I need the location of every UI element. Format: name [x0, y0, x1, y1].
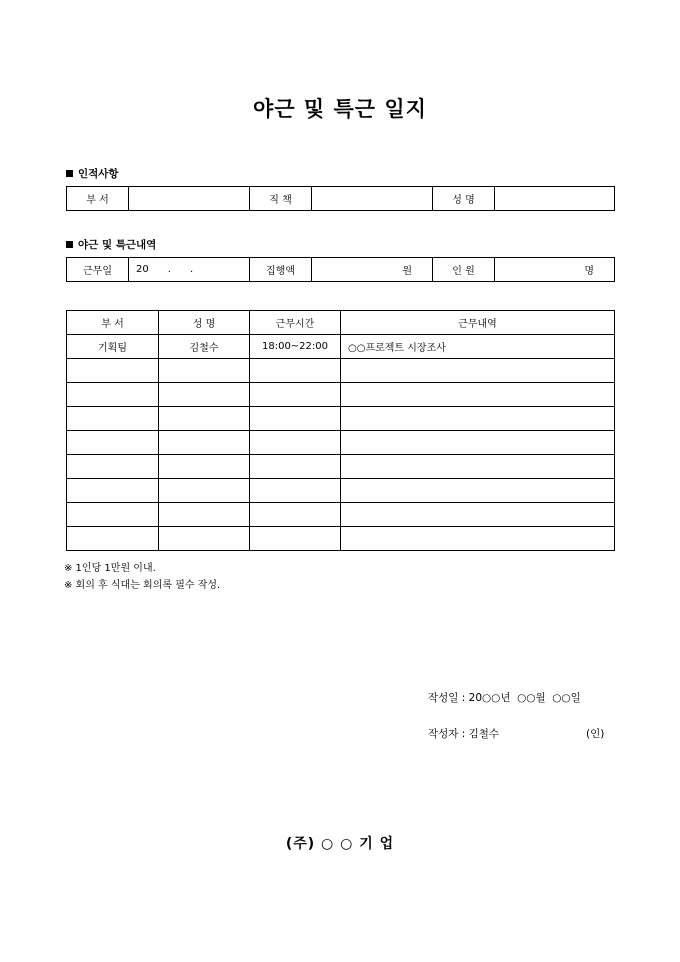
- position-field[interactable]: [312, 187, 433, 211]
- row-department[interactable]: [67, 431, 159, 455]
- table-row: [67, 383, 615, 407]
- row-name[interactable]: [159, 527, 250, 551]
- row-work-details[interactable]: [341, 383, 615, 407]
- row-department[interactable]: [67, 527, 159, 551]
- row-work-details[interactable]: ○○프로젝트 시장조사: [341, 335, 615, 359]
- people-field[interactable]: 명: [495, 258, 615, 282]
- row-work-time[interactable]: [250, 383, 341, 407]
- table-row: [67, 335, 615, 359]
- label-people: 인 원: [433, 258, 495, 282]
- row-department[interactable]: [67, 503, 159, 527]
- section-heading-label: 인적사항: [78, 168, 119, 180]
- row-work-details[interactable]: [341, 359, 615, 383]
- amount-field[interactable]: 원: [312, 258, 433, 282]
- overtime-log-table: [66, 310, 615, 551]
- header-work-details: 근무내역: [341, 311, 615, 335]
- section-heading-personal: [66, 166, 119, 181]
- row-department[interactable]: [67, 407, 159, 431]
- table-row: [67, 407, 615, 431]
- section-heading-label: 야근 및 특근내역: [78, 239, 157, 251]
- row-name[interactable]: [159, 479, 250, 503]
- row-department[interactable]: 기획팀: [67, 335, 159, 359]
- overtime-summary-table: [66, 257, 615, 282]
- row-work-time[interactable]: [250, 527, 341, 551]
- note-item: ※ 1인당 1만원 이내.: [64, 563, 156, 574]
- table-row: [67, 503, 615, 527]
- row-name[interactable]: [159, 455, 250, 479]
- row-work-time[interactable]: [250, 407, 341, 431]
- row-department[interactable]: [67, 479, 159, 503]
- table-row: [67, 479, 615, 503]
- table-row: [67, 527, 615, 551]
- table-row: [67, 431, 615, 455]
- table-row: [67, 455, 615, 479]
- row-work-time[interactable]: [250, 455, 341, 479]
- row-name[interactable]: [159, 359, 250, 383]
- label-name: 성 명: [433, 187, 495, 211]
- row-name[interactable]: [159, 503, 250, 527]
- row-work-details[interactable]: [341, 431, 615, 455]
- row-work-details[interactable]: [341, 455, 615, 479]
- label-position: 직 책: [250, 187, 312, 211]
- row-work-time[interactable]: [250, 359, 341, 383]
- table-row: [67, 258, 615, 282]
- department-field[interactable]: [129, 187, 250, 211]
- row-work-details[interactable]: [341, 503, 615, 527]
- header-work-time: 근무시간: [250, 311, 341, 335]
- personal-info-table: [66, 186, 615, 211]
- label-work-date: 근무일: [67, 258, 129, 282]
- table-header-row: [67, 311, 615, 335]
- row-work-time[interactable]: 18:00~22:00: [250, 335, 341, 359]
- square-bullet-icon: [66, 170, 73, 177]
- row-department[interactable]: [67, 359, 159, 383]
- section-heading-overtime: [66, 237, 156, 252]
- label-department: 부 서: [67, 187, 129, 211]
- row-name[interactable]: [159, 383, 250, 407]
- row-work-time[interactable]: [250, 503, 341, 527]
- row-work-details[interactable]: [341, 527, 615, 551]
- company-name: (주) ○ ○ 기 업: [285, 836, 395, 852]
- row-department[interactable]: [67, 383, 159, 407]
- work-date-field[interactable]: 20 . .: [129, 258, 250, 282]
- written-date: 작성일 : 20○○년 ○○월 ○○일: [428, 692, 581, 704]
- row-name[interactable]: [159, 431, 250, 455]
- table-row: [67, 187, 615, 211]
- notes: [64, 560, 220, 594]
- row-work-time[interactable]: [250, 431, 341, 455]
- row-department[interactable]: [67, 455, 159, 479]
- row-work-details[interactable]: [341, 407, 615, 431]
- row-work-time[interactable]: [250, 479, 341, 503]
- row-work-details[interactable]: [341, 479, 615, 503]
- author-line: 작성자 : 김철수: [428, 728, 500, 740]
- square-bullet-icon: [66, 241, 73, 248]
- label-amount: 집행액: [250, 258, 312, 282]
- page-title: 야근 및 특근 일지: [253, 97, 427, 121]
- row-name[interactable]: 김철수: [159, 335, 250, 359]
- table-row: [67, 359, 615, 383]
- note-item: ※ 회의 후 식대는 회의록 필수 작성.: [64, 580, 221, 591]
- row-name[interactable]: [159, 407, 250, 431]
- header-name: 성 명: [159, 311, 250, 335]
- header-department: 부 서: [67, 311, 159, 335]
- seal-mark: (인): [586, 728, 605, 740]
- name-field[interactable]: [495, 187, 615, 211]
